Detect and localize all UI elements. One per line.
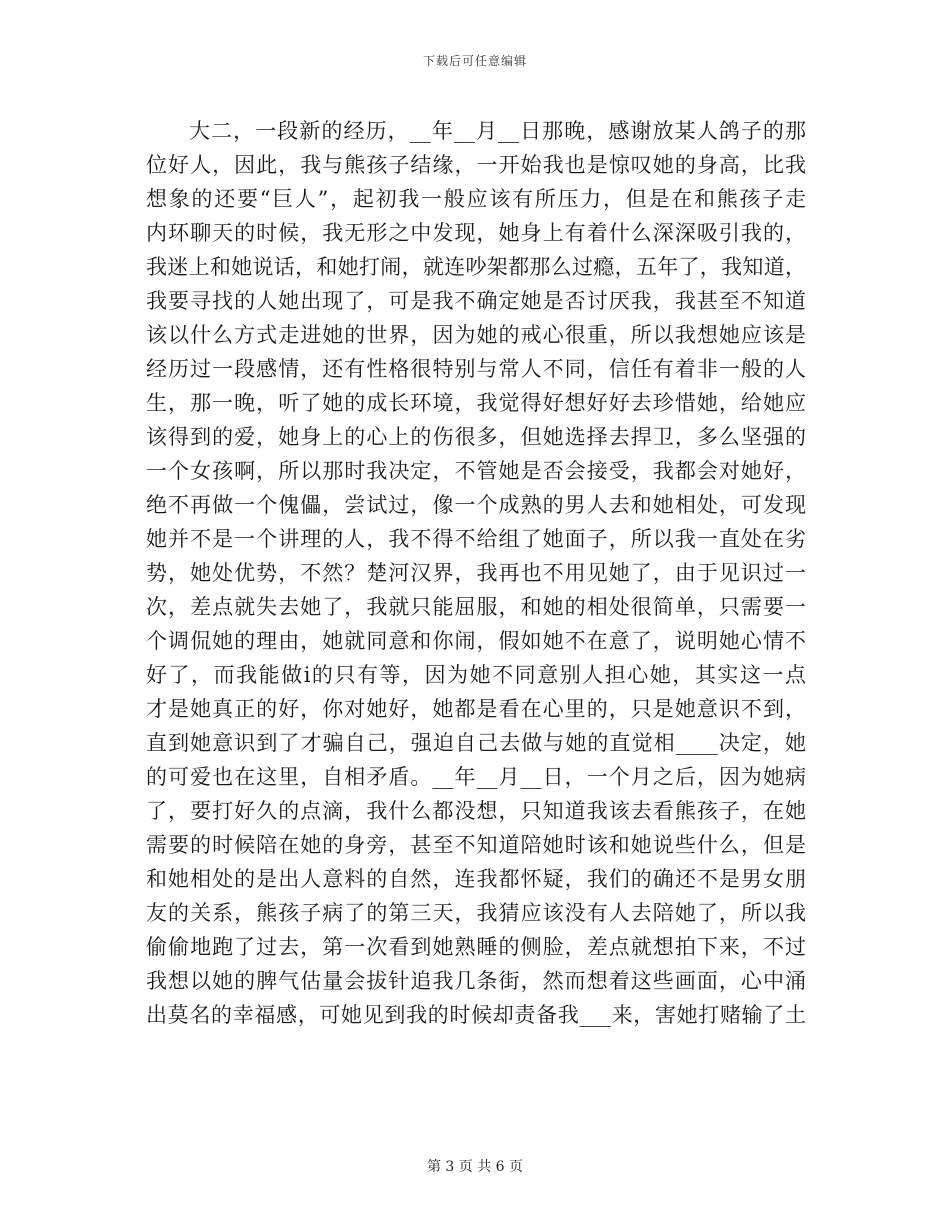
text-line: 和她相处的是出人意料的自然，连我都怀疑，我们的确还不是男女朋 [146,867,806,891]
text-line: 一个女孩啊，所以那时我决定，不管她是否会接受，我都会对她好， [146,459,806,483]
text-line: 好了，而我能做i的只有等，因为她不同意别人担心她，其实这一点 [146,663,806,687]
text-line: 我迷上和她说话，和她打闹，就连吵架都那么过瘾，五年了，我知道， [146,255,806,279]
text-line: 偷偷地跑了过去，第一次看到她熟睡的侧脸，差点就想拍下来，不过 [146,935,806,959]
text-line: 位好人，因此，我与熊孩子结缘，一开始我也是惊叹她的身高，比我 [146,153,806,177]
text-line: 的可爱也在这里，自相矛盾。__年__月__日，一个月之后，因为她病 [146,765,806,789]
text-line: 大二，一段新的经历，__年__月__日那晚，感谢放某人鸽子的那 [189,119,806,143]
text-line: 了，要打好久的点滴，我什么都没想，只知道我该去看熊孩子，在她 [146,799,806,823]
text-line: 友的关系，熊孩子病了的第三天，我猜应该没有人去陪她了，所以我 [146,901,806,925]
text-line: 该以什么方式走进她的世界，因为她的戒心很重，所以我想她应该是 [146,323,806,347]
page-header: 下载后可任意编辑 [422,54,527,68]
text-line: 才是她真正的好，你对她好，她都是看在心里的，只是她意识不到， [146,697,806,721]
text-line: 个调侃她的理由，她就同意和你闹，假如她不在意了，说明她心情不 [146,629,806,653]
text-line: 直到她意识到了才骗自己，强迫自己去做与她的直觉相____决定，她 [146,731,806,755]
text-line: 我想以她的脾气估量会拔针追我几条街，然而想着这些画面，心中涌 [146,969,806,993]
page-number: 第 3 页 共 6 页 [426,1159,524,1175]
document-body [146,114,806,1032]
text-line: 次，差点就失去她了，我就只能屈服，和她的相处很简单，只需要一 [146,595,806,619]
text-line: 想象的还要“巨人”，起初我一般应该有所压力，但是在和熊孩子走 [146,187,806,211]
text-line: 该得到的爱，她身上的心上的伤很多，但她选择去捍卫，多么坚强的 [146,425,806,449]
text-line: 生，那一晚，听了她的成长环境，我觉得好想好好去珍惜她，给她应 [146,391,806,415]
text-line: 她并不是一个讲理的人，我不得不给组了她面子，所以我一直处在劣 [146,527,806,551]
text-line: 经历过一段感情，还有性格很特别与常人不同，信任有着非一般的人 [146,357,806,381]
text-line: 我要寻找的人她出现了，可是我不确定她是否讨厌我，我甚至不知道 [146,289,806,313]
text-line: 出莫名的幸福感，可她见到我的时候却责备我___来，害她打赌输了土 [146,1003,806,1027]
text-line: 势，她处优势，不然？楚河汉界，我再也不用见她了，由于见识过一 [146,561,806,585]
text-line: 内环聊天的时候，我无形之中发现，她身上有着什么深深吸引我的， [146,221,806,245]
text-line: 绝不再做一个傀儡，尝试过，像一个成熟的男人去和她相处，可发现 [146,493,806,517]
text-line: 需要的时候陪在她的身旁，甚至不知道陪她时该和她说些什么，但是 [146,833,806,857]
